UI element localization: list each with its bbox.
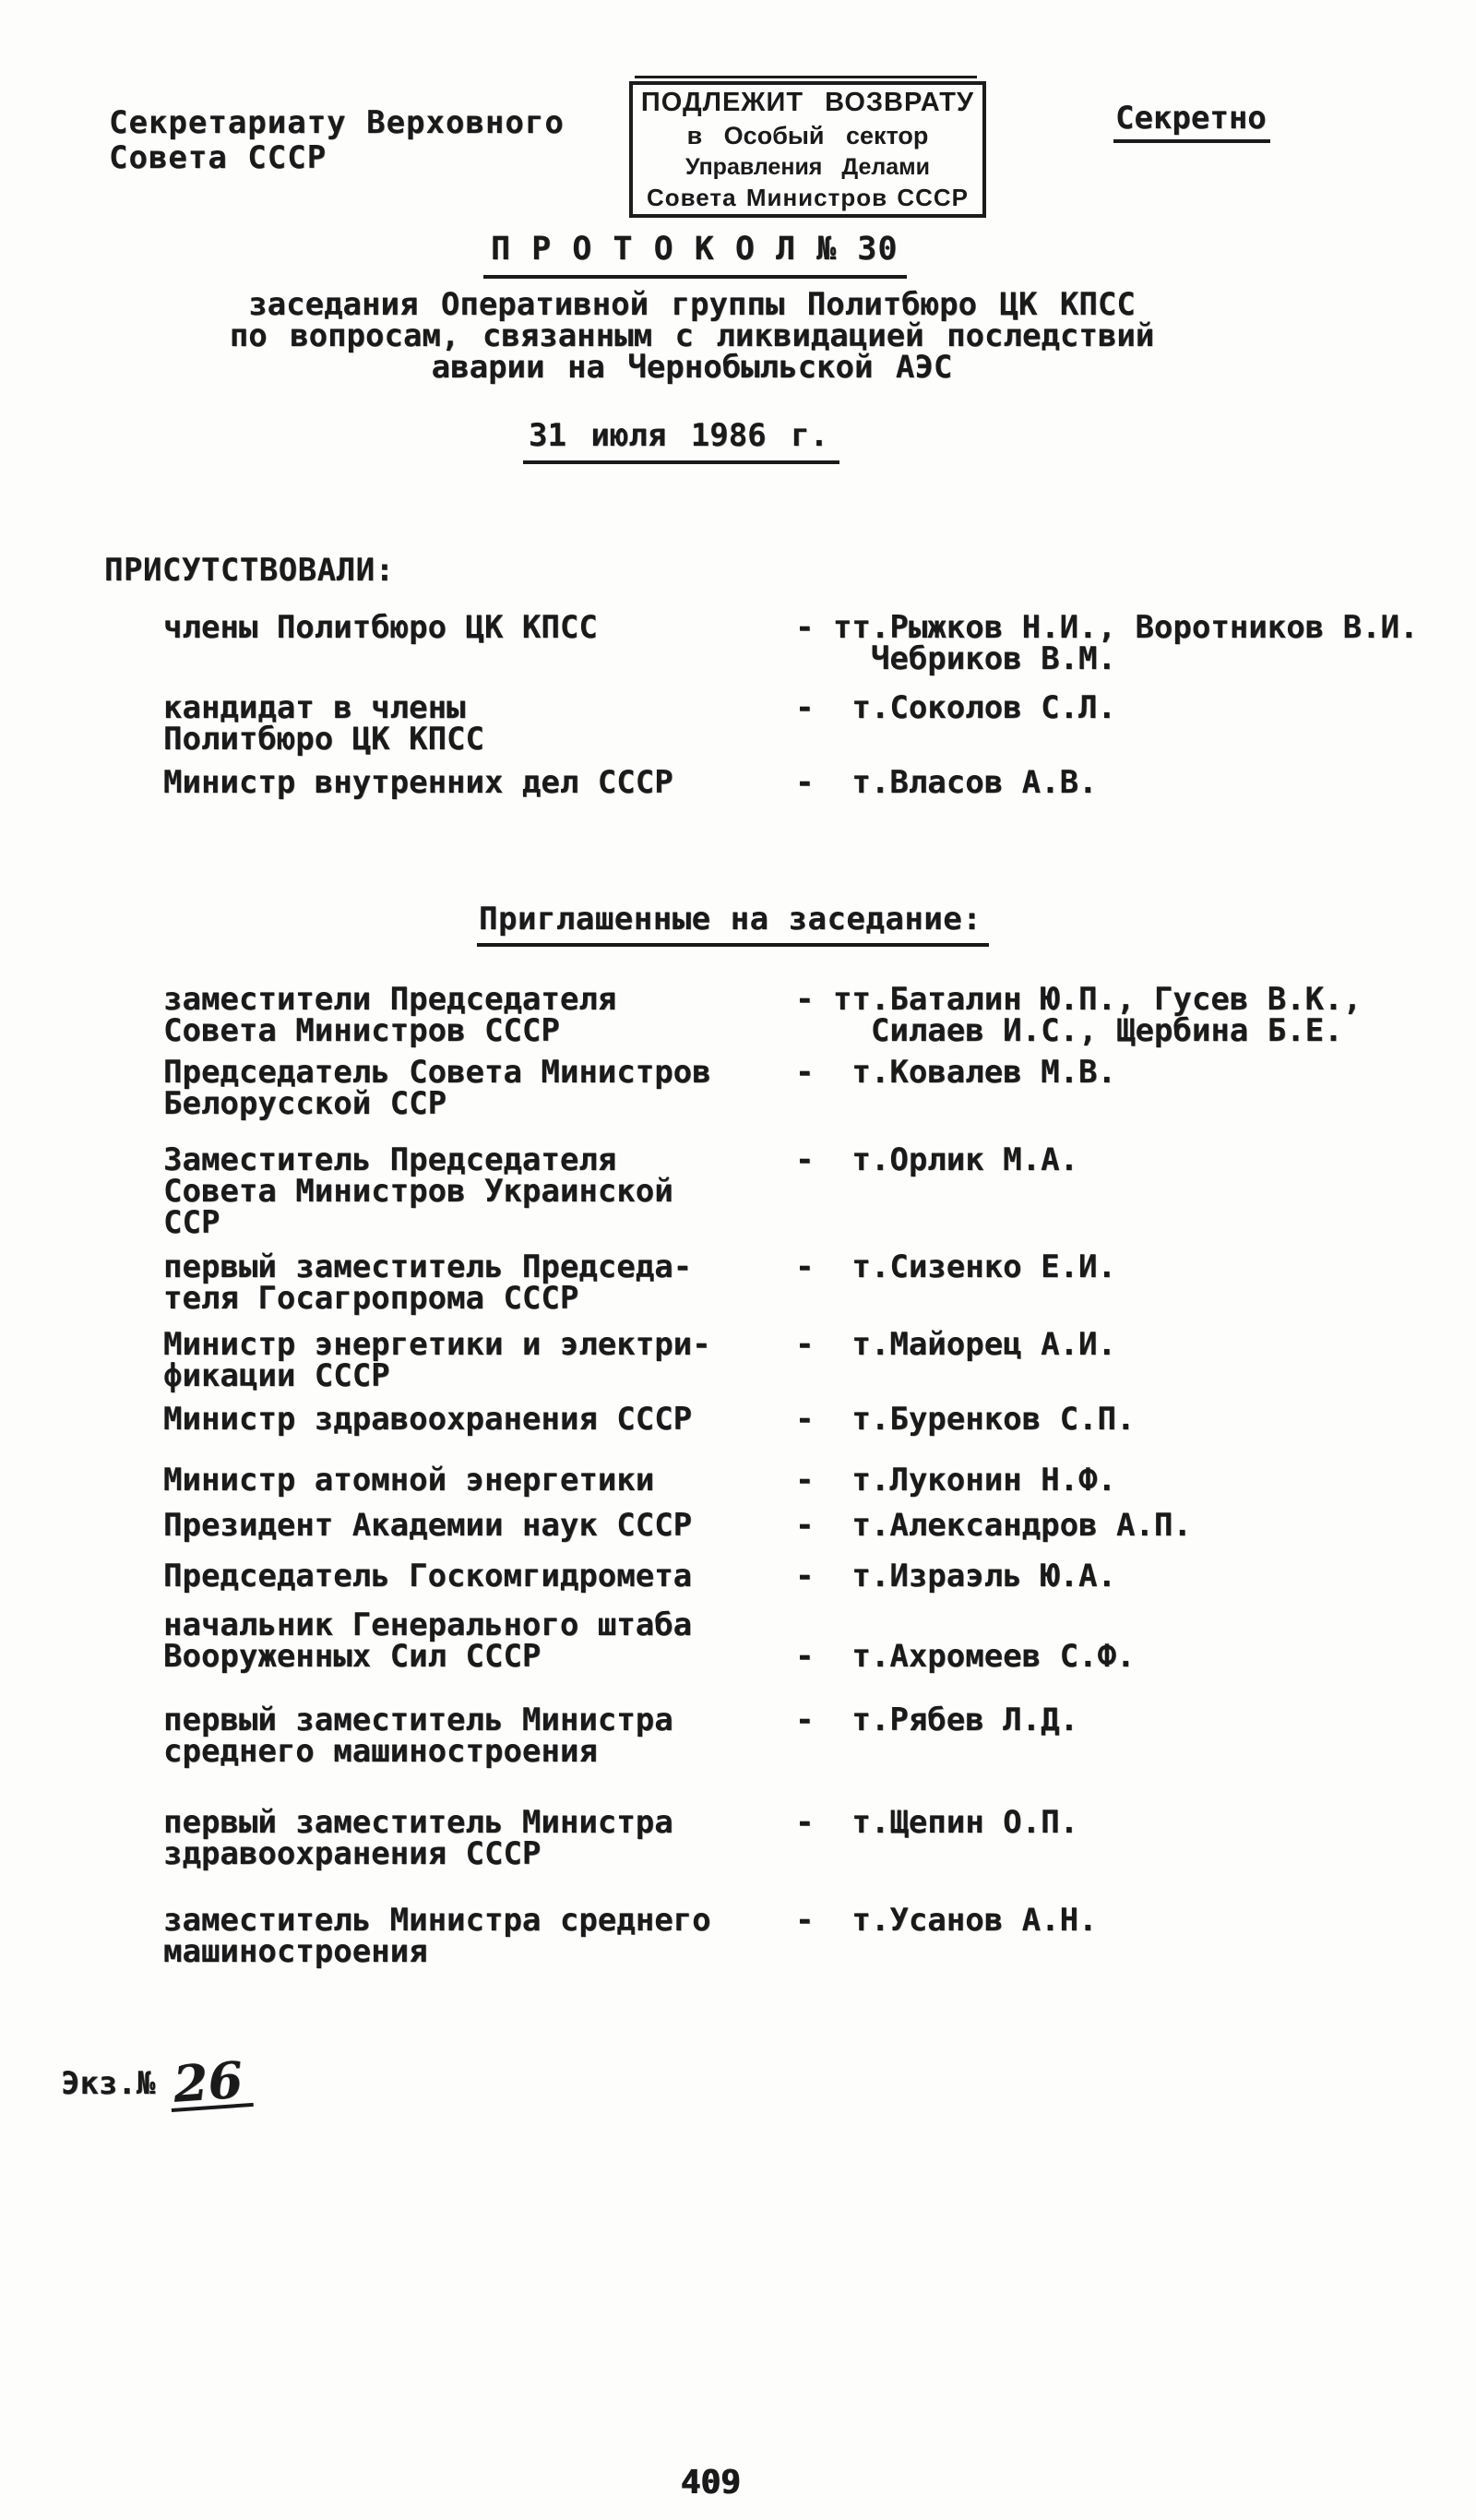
attendee-role (163, 1462, 795, 1499)
stamp-line: Управления Делами (684, 154, 931, 180)
attendee-name-line: - т.Буренков С.П. (795, 1401, 1136, 1438)
attendee-row (163, 764, 1419, 801)
attendee-role (163, 1326, 795, 1394)
attendee-names (795, 1704, 1362, 1767)
attendee-name-line: - т.Александров А.П. (795, 1507, 1192, 1544)
attendee-name-line: - т.Майорец А.И. (795, 1326, 1116, 1363)
attendee-role-line: Вооруженных Сил СССР (163, 1638, 542, 1675)
addressee (109, 105, 565, 175)
attendee-role (163, 1141, 795, 1241)
attendee-role-line: теля Госагропрома СССР (163, 1280, 579, 1317)
attendee-names (795, 1326, 1362, 1391)
attendee-name-line: - т.Рябев Л.Д. (795, 1702, 1079, 1738)
attendee-role-line: Председатель Госкомгидромета (163, 1558, 693, 1594)
attendee-role (163, 764, 795, 801)
attendee-role-line: Президент Академии наук СССР (163, 1507, 693, 1544)
attendee-name-line: - т.Луконин Н.Ф. (795, 1462, 1116, 1499)
session-date: 31 июля 1986 г. (523, 417, 839, 464)
attendee-name-line: - т.Ковалев М.В. (795, 1054, 1116, 1091)
stamp-line: в Особый сектор (686, 122, 929, 149)
attendee-role-line: Министр внутренних дел СССР (163, 764, 673, 801)
attendee-row (163, 1401, 1362, 1438)
attendee-row (163, 981, 1363, 1049)
invited-heading: Приглашенные на заседание: (477, 901, 989, 947)
attendee-name-line: - т.Усанов А.Н. (795, 1902, 1098, 1939)
attendee-role-line: заместитель Министра среднего (163, 1902, 711, 1939)
attendee-role (163, 1507, 795, 1544)
attendee-role-line: Председатель Совета Министров (163, 1054, 711, 1091)
attendee-role-line: фикации СССР (163, 1357, 390, 1394)
attendee-name-line: - т.Орлик М.А. (795, 1141, 1079, 1178)
attendee-role-line: ССР (163, 1204, 220, 1241)
attendee-row (163, 1902, 1362, 1970)
attendee-names (795, 609, 1419, 677)
attendee-role-line: члены Политбюро ЦК КПСС (163, 609, 598, 646)
attendee-name-line: - т.Ахромеев С.Ф. (795, 1638, 1136, 1675)
attendee-row (163, 1560, 1362, 1592)
attendee-row (163, 1462, 1362, 1499)
attendee-role-line: машиностроения (163, 1933, 428, 1970)
attendee-name-line: - т.Соколов С.Л. (795, 689, 1116, 726)
attendee-role-line: Министр здравоохранения СССР (163, 1401, 693, 1438)
return-stamp (629, 81, 986, 218)
attendee-role-line: здравоохранения СССР (163, 1835, 542, 1872)
attendee-row (163, 609, 1419, 677)
classification-label: Секретно (1113, 100, 1270, 143)
attendee-row (163, 1606, 1362, 1675)
attendee-role-line: кандидат в члены (163, 689, 466, 726)
attendee-row (163, 1326, 1362, 1394)
attendee-names (795, 1804, 1362, 1869)
subtitle-line: заседания Оперативной группы Политбюро ЦК КПСС (248, 286, 1136, 323)
attendee-names (795, 1054, 1362, 1119)
copy-number-label: Экз.№ (61, 2065, 156, 2102)
present-rows (163, 609, 1419, 816)
attendee-role-line: Совета Министров Украинской (163, 1173, 673, 1210)
attendee-name-line: - т.Щепин О.П. (795, 1804, 1079, 1841)
attendee-name-line: Чебриков В.М. (795, 640, 1116, 677)
attendee-name-line: - т.Сизенко Е.И. (795, 1248, 1116, 1285)
attendee-names (795, 1462, 1362, 1499)
attendee-row (163, 1702, 1362, 1770)
stamp-line: ПОДЛЕЖИТ ВОЗВРАТУ (640, 88, 975, 117)
attendee-role (163, 1248, 795, 1317)
attendee-role-line: первый заместитель Министра (163, 1804, 673, 1841)
attendee-role-line: Совета Министров СССР (163, 1012, 560, 1049)
attendee-role-line: Белорусской ССР (163, 1085, 447, 1122)
attendee-role-line: первый заместитель Председа- (163, 1248, 693, 1285)
page-number: 409 (680, 2464, 741, 2502)
attendee-role (163, 1054, 795, 1122)
attendee-role (163, 1804, 795, 1872)
attendee-names (795, 1248, 1362, 1314)
attendee-name-line: - т.Власов А.В. (795, 764, 1098, 801)
protocol-title: П Р О Т О К О Л № 30 (483, 231, 907, 279)
attendee-names (795, 689, 1419, 755)
attendee-role-line: первый заместитель Министра (163, 1702, 673, 1738)
attendee-names (795, 1401, 1362, 1438)
addressee-line: Секретариату Верховного (109, 104, 565, 141)
attendee-name-line: - т.Израэль Ю.А. (795, 1558, 1116, 1594)
attendee-names (795, 1560, 1362, 1592)
attendee-names (795, 1507, 1362, 1544)
attendee-role (163, 1902, 795, 1970)
attendee-name-line: Силаев И.С., Щербина Б.Е. (795, 1012, 1343, 1049)
attendee-role-line: среднего машиностроения (163, 1733, 598, 1770)
attendee-role-line: Заместитель Председателя (163, 1141, 617, 1178)
attendee-names (795, 981, 1363, 1049)
present-heading: ПРИСУТСТВОВАЛИ: (104, 552, 395, 589)
attendee-role (163, 981, 795, 1049)
subtitle-line: аварии на Чернобыльской АЭС (431, 349, 953, 386)
attendee-names (795, 1902, 1362, 1967)
attendee-row (163, 1804, 1362, 1872)
attendee-names (795, 1609, 1362, 1675)
attendee-row (163, 1054, 1362, 1122)
attendee-role-line: начальник Генерального штаба (163, 1606, 693, 1643)
subtitle-line: по вопросам, связанным с ликвидацией последствий (229, 317, 1155, 354)
protocol-subtitle (46, 286, 1338, 386)
attendee-role (163, 609, 795, 675)
copy-number-handwritten: 26 (169, 2055, 255, 2112)
attendee-role (163, 1560, 795, 1592)
attendee-role-line: Министр энергетики и электри- (163, 1326, 711, 1363)
attendee-names (795, 764, 1419, 801)
copy-number-block (61, 2049, 253, 2114)
attendee-name-line: - тт.Баталин Ю.П., Гусев В.К., (795, 981, 1363, 1018)
attendee-role-line: заместители Председателя (163, 981, 617, 1018)
attendee-row (163, 1507, 1362, 1544)
attendee-name-line (795, 1609, 1362, 1641)
attendee-names (795, 1141, 1362, 1238)
attendee-role (163, 689, 795, 758)
attendee-name-line: - тт.Рыжков Н.И., Воротников В.И. (795, 609, 1419, 646)
attendee-role (163, 1702, 795, 1770)
invited-rows (163, 981, 1363, 1981)
attendee-role (163, 1606, 795, 1675)
attendee-row (163, 1248, 1362, 1317)
attendee-role-line: Политбюро ЦК КПСС (163, 721, 484, 758)
attendee-role-line: Министр атомной энергетики (163, 1462, 655, 1499)
stamp-line: Совета Министров СССР (647, 184, 969, 211)
attendee-row (163, 1141, 1362, 1241)
addressee-line: Совета СССР (109, 139, 327, 176)
attendee-role (163, 1401, 795, 1438)
attendee-row (163, 689, 1419, 758)
